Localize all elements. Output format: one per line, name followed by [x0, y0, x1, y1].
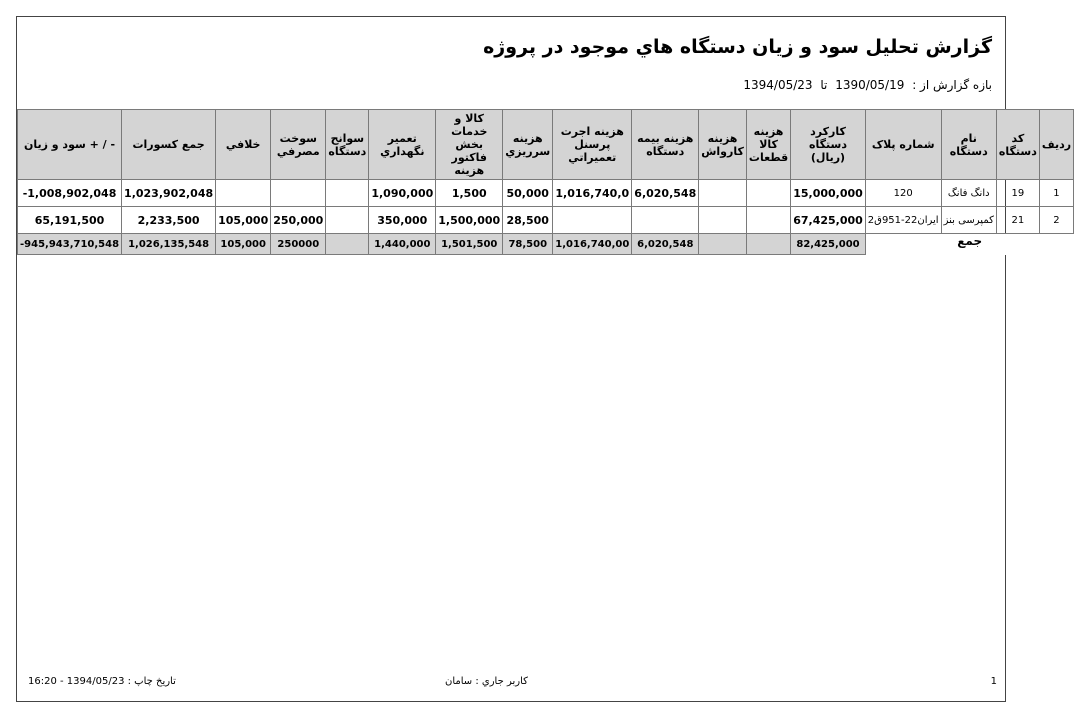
cell-wash	[699, 207, 747, 234]
total-profit: -945,943,710,548	[18, 234, 122, 255]
range-from: 1390/05/19	[835, 78, 905, 92]
cell-row: 2	[1039, 207, 1073, 234]
cell-wash	[699, 180, 747, 207]
cell-fuel: 250,000	[271, 207, 326, 234]
cell-name: کمپرسی بنز	[941, 207, 996, 234]
report-title: گزارش تحلیل سود و زیان دستگاه هاي موجود در پروژه	[483, 36, 992, 58]
cell-plate: 120	[865, 180, 941, 207]
header-accident: سوانح دستگاه	[326, 110, 369, 180]
total-repair: 1,440,000	[369, 234, 436, 255]
header-insurance: هزينه بيمه دستگاه	[632, 110, 699, 180]
cell-plate: ايران22-951ق2	[865, 207, 941, 234]
header-plate: شماره پلاک	[865, 110, 941, 180]
total-insurance: 6,020,548	[632, 234, 699, 255]
cell-goods: 1,500,000	[436, 207, 503, 234]
range-to: 1394/05/23	[743, 78, 813, 92]
cell-repair: 1,090,000	[369, 180, 436, 207]
header-work: کارکرد دستگاه (ریال)	[791, 110, 866, 180]
total-overhead: 78,500	[503, 234, 553, 255]
cell-work: 15,000,000	[791, 180, 866, 207]
total-goods: 1,501,500	[436, 234, 503, 255]
cell-code: 21	[996, 207, 1039, 234]
table-header-row	[18, 110, 1074, 180]
cell-parts	[746, 180, 790, 207]
header-deductions: جمع کسورات	[122, 110, 216, 180]
cell-overhead: 50,000	[503, 180, 553, 207]
total-parts	[746, 234, 790, 255]
cell-deductions: 1,023,902,048	[122, 180, 216, 207]
table-row	[18, 207, 1074, 234]
cell-overhead: 28,500	[503, 207, 553, 234]
cell-wage	[553, 207, 632, 234]
print-date: تاریخ چاپ : 1394/05/23 - 16:20	[28, 676, 176, 687]
cell-wage: 1,016,740,0	[553, 180, 632, 207]
cell-work: 67,425,000	[791, 207, 866, 234]
profit-loss-table	[17, 109, 1074, 255]
cell-accident	[326, 207, 369, 234]
header-fuel: سوخت مصرفي	[271, 110, 326, 180]
total-work: 82,425,000	[791, 234, 866, 255]
cell-repair: 350,000	[369, 207, 436, 234]
total-wash	[699, 234, 747, 255]
cell-parts	[746, 207, 790, 234]
header-penalty: خلافي	[216, 110, 271, 180]
cell-penalty: 105,000	[216, 207, 271, 234]
total-fuel: 250000	[271, 234, 326, 255]
header-overhead: هزینه سرریزي	[503, 110, 553, 180]
header-profit: - / + سود و زيان	[18, 110, 122, 180]
cell-code: 19	[996, 180, 1039, 207]
range-label: بازه گزارش از :	[912, 78, 992, 92]
header-name: نام دستگاه	[941, 110, 996, 180]
header-row: رديف	[1039, 110, 1073, 180]
cell-goods: 1,500	[436, 180, 503, 207]
header-wage: هزينه اجرت پرسنل تعميراتي	[553, 110, 632, 180]
cell-deductions: 2,233,500	[122, 207, 216, 234]
cell-accident	[326, 180, 369, 207]
cell-profit: 65,191,500	[18, 207, 122, 234]
header-repair: تعمیر نگهداري	[369, 110, 436, 180]
total-penalty: 105,000	[216, 234, 271, 255]
report-range	[739, 78, 992, 92]
range-to-label: تا	[820, 78, 828, 92]
cell-insurance: 6,020,548	[632, 180, 699, 207]
total-deductions: 1,026,135,548	[122, 234, 216, 255]
page-number: 1	[990, 676, 997, 687]
header-goods: کالا و خدمات بخش فاکتور هزینه	[436, 110, 503, 180]
header-wash: هزینه کارواش	[699, 110, 747, 180]
total-label: جمع	[865, 234, 1073, 255]
cell-insurance	[632, 207, 699, 234]
header-parts: هزينه کالا قطعات	[746, 110, 790, 180]
table-total-row	[18, 234, 1074, 255]
cell-row: 1	[1039, 180, 1073, 207]
cell-penalty	[216, 180, 271, 207]
cell-profit: -1,008,902,048	[18, 180, 122, 207]
table-row	[18, 180, 1074, 207]
total-wage: 1,016,740,00	[553, 234, 632, 255]
header-code: کد دستگاه	[996, 110, 1039, 180]
cell-name: دانگ فانگ	[941, 180, 996, 207]
cell-fuel	[271, 180, 326, 207]
total-accident	[326, 234, 369, 255]
current-user: کاربر جاري : سامان	[445, 676, 528, 687]
